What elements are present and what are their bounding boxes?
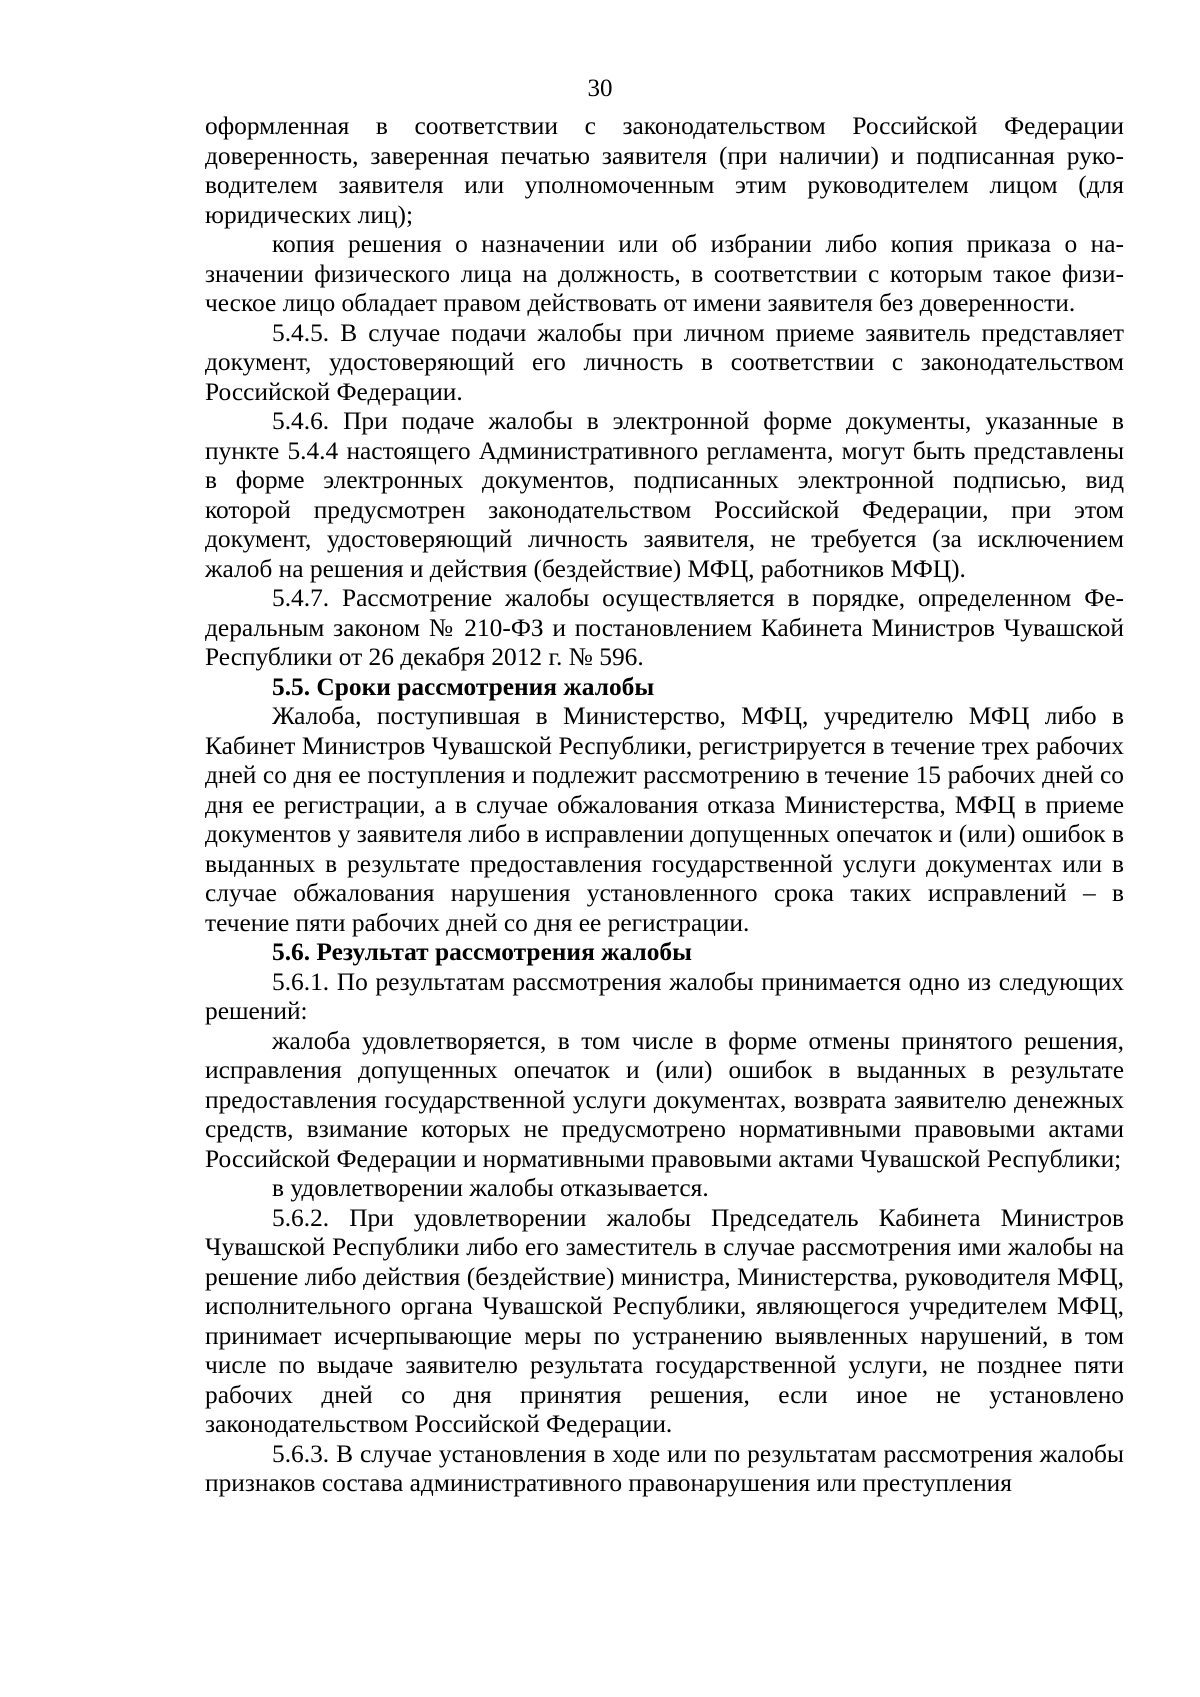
paragraph: жалоба удовлетворяется, в том числе в форме отмены принятого решения, исправления допущенных опечаток и (или) ошибок в выданных в результате предоставления государственной услуги документах, возврата заявителю денежных средств, взимание которых не предусмотрено нормативными правовыми актами Российской Федерации и нормативными правовыми актами Чувашской Республики; bbox=[205, 1026, 1124, 1173]
paragraph: 5.4.7. Рассмотрение жалобы осуществляется в порядке, определенном Федеральным законом № 210-ФЗ и постановлением Кабинета Министров Чувашской Республики от 26 декабря 2012 г. № 596. bbox=[205, 584, 1124, 671]
paragraph: 5.6.2. При удовлетворении жалобы Председатель Кабинета Министров Чувашской Республики либо его заместитель в случае рассмотрения ими жалобы на решение либо действия (бездействие) министра, Министерства, руководителя МФЦ, исполнительного органа Чувашской Республики, являющегося учредителем МФЦ, принимает исчерпывающие меры по устранению выявленных нарушений, в том числе по выдаче заявителю результата государственной услуги, не позднее пяти рабочих дней со дня принятия решения, если иное не установлено законодательством Российской Федерации. bbox=[205, 1203, 1124, 1438]
document-body bbox=[205, 112, 1124, 1499]
section-heading: 5.6. Результат рассмотрения жалобы bbox=[272, 938, 692, 966]
page-number: 30 bbox=[587, 75, 613, 102]
paragraph: 5.4.6. При подаче жалобы в электронной форме документы, указанные в пункте 5.4.4 настоящего Административного регламента, могут быть представлены в форме электронных документов, подписанных электронной подписью, вид которой предусмотрен законодательством Российской Федерации, при этом документ, удостоверяющий личность заявителя, не требуется (за исключением жалоб на решения и действия (бездействие) МФЦ, работников МФЦ). bbox=[205, 407, 1124, 583]
paragraph: 5.4.5. В случае подачи жалобы при личном приеме заявитель представляет документ, удостоверяющий его личность в соответствии с законодательством Российской Федерации. bbox=[205, 318, 1124, 406]
paragraph: Жалоба, поступившая в Министерство, МФЦ, учредителю МФЦ либо в Кабинет Министров Чувашской Республики, регистрируется в течение трех рабочих дней со дня ее поступления и подлежит рассмотрению в течение 15 рабочих дней со дня ее регистрации, а в случае обжалования отказа Министерства, МФЦ в приеме документов у заявителя либо в исправлении допущенных опечаток и (или) ошибок в выданных в результате предоставления государственной услуги документах или в случае обжалования нарушения установленного срока таких исправлений – в течение пяти рабочих дней со дня ее регистрации. bbox=[205, 702, 1124, 937]
paragraph: 5.6.1. По результатам рассмотрения жалобы принимается одно из следующих решений: bbox=[205, 967, 1124, 1025]
section-heading: 5.5. Сроки рассмотрения жалобы bbox=[272, 672, 655, 701]
paragraph: в удовлетворении жалобы отказывается. bbox=[272, 1174, 709, 1202]
paragraph: копия решения о назначении или об избрании либо копия приказа о назначении физического лица на должность, в соответствии с которым такое физическое лицо обладает правом действовать от имени заявителя без доверенности. bbox=[205, 230, 1124, 317]
paragraph: оформленная в соответствии с законодательством Российской Федерации доверенность, заверенная печатью заявителя (при наличии) и подписанная руководителем заявителя или уполномоченным этим руководителем лицом (для юридических лиц); bbox=[205, 112, 1124, 229]
paragraph: 5.6.3. В случае установления в ходе или по результатам рассмотрения жалобы признаков состава административного правонарушения или преступления bbox=[205, 1439, 1124, 1497]
